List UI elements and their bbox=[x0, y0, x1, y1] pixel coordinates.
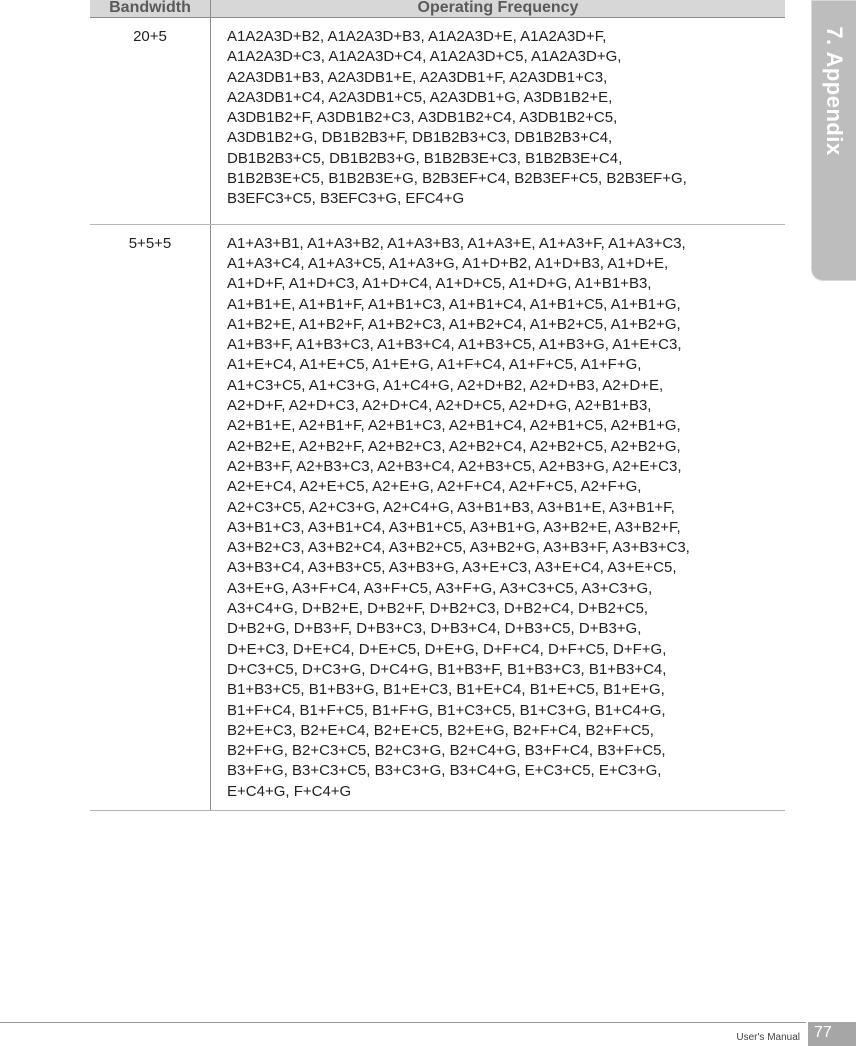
frequency-cell: A1A2A3D+B2, A1A2A3D+B3, A1A2A3D+E, A1A2A3D+F, A1A2A3D+C3, A1A2A3D+C4, A1A2A3D+C5, A1A2A3D+G, A2A3DB1+B3, A2A3DB1+E, A2A3DB1+F, A2A3DB1+C3, A2A3DB1+C4, A2A3DB1+C5, A2A3DB1+G, A3DB1B2+E, A3DB1B2+F, A3DB1B2+C3, A3DB1B2+C4, A3DB1B2+C5, A3DB1B2+G, DB1B2B3+F, DB1B2B3+C3, DB1B2B3+C4, DB1B2B3+C5, DB1B2B3+G, B1B2B3E+C3, B1B2B3E+C4, B1B2B3E+C5, B1B2B3E+G, B2B3EF+C4, B2B3EF+C5, B2B3EF+G, B3EFC3+C5, B3EFC3+G, EFC4+G bbox=[227, 28, 687, 208]
page-number-box bbox=[806, 1022, 856, 1046]
operating-frequency-header: Operating Frequency bbox=[417, 0, 579, 16]
table-row bbox=[90, 225, 785, 811]
footer-divider bbox=[0, 1022, 856, 1023]
page-number: 77 bbox=[814, 1024, 832, 1041]
table-header bbox=[90, 0, 785, 18]
table-row bbox=[90, 18, 785, 225]
bandwidth-cell: 20+5 bbox=[90, 18, 211, 224]
frequency-cell: A1+A3+B1, A1+A3+B2, A1+A3+B3, A1+A3+E, A1+A3+F, A1+A3+C3, A1+A3+C4, A1+A3+C5, A1+A3+G, A1+D+B2, A1+D+B3, A1+D+E, A1+D+F, A1+D+C3, A1+D+C4, A1+D+C5, A1+D+G, A1+B1+B3, A1+B1+E, A1+B1+F, A1+B1+C3, A1+B1+C4, A1+B1+C5, A1+B1+G, A1+B2+E, A1+B2+F, A1+B2+C3, A1+B2+C4, A1+B2+C5, A1+B2+G, A1+B3+F, A1+B3+C3, A1+B3+C4, A1+B3+C5, A1+B3+G, A1+E+C3, A1+E+C4, A1+E+C5, A1+E+G, A1+F+C4, A1+F+C5, A1+F+G, A1+C3+C5, A1+C3+G, A1+C4+G, A2+D+B2, A2+D+B3, A2+D+E, A2+D+F, A2+D+C3, A2+D+C4, A2+D+C5, A2+D+G, A2+B1+B3, A2+B1+E, A2+B1+F, A2+B1+C3, A2+B1+C4, A2+B1+C5, A2+B1+G, A2+B2+E, A2+B2+F, A2+B2+C3, A2+B2+C4, A2+B2+C5, A2+B2+G, A2+B3+F, A2+B3+C3, A2+B3+C4, A2+B3+C5, A2+B3+G, A2+E+C3, A2+E+C4, A2+E+C5, A2+E+G, A2+F+C4, A2+F+C5, A2+F+G, A2+C3+C5, A2+C3+G, A2+C4+G, A3+B1+B3, A3+B1+E, A3+B1+F, A3+B1+C3, A3+B1+C4, A3+B1+C5, A3+B1+G, A3+B2+E, A3+B2+F, A3+B2+C3, A3+B2+C4, A3+B2+C5, A3+B2+G, A3+B3+F, A3+B3+C3, A3+B3+C4, A3+B3+C5, A3+B3+G, A3+E+C3, A3+E+C4, A3+E+C5, A3+E+G, A3+F+C4, A3+F+C5, A3+F+G, A3+C3+C5, A3+C3+G, A3+C4+G, D+B2+E, D+B2+F, D+B2+C3, D+B2+C4, D+B2+C5, D+B2+G, D+B3+F, D+B3+C3, D+B3+C4, D+B3+C5, D+B3+G, D+E+C3, D+E+C4, D+E+C5, D+E+G, D+F+C4, D+F+C5, D+F+G, D+C3+C5, D+C3+G, D+C4+G, B1+B3+F, B1+B3+C3, B1+B3+C4, B1+B3+C5, B1+B3+G, B1+E+C3, B1+E+C4, B1+E+C5, B1+E+G, B1+F+C4, B1+F+C5, B1+F+G, B1+C3+C5, B1+C3+G, B1+C4+G, B2+E+C3, B2+E+C4, B2+E+C5, B2+E+G, B2+F+C4, B2+F+C5, B2+F+G, B2+C3+C5, B2+C3+G, B2+C4+G, B3+F+C4, B3+F+C5, B3+F+G, B3+C3+C5, B3+C3+G, B3+C4+G, E+C3+C5, E+C3+G, E+C4+G, F+C4+G bbox=[227, 234, 690, 800]
chapter-tab-label: 7. Appendix bbox=[822, 26, 847, 156]
bandwidth-header: Bandwidth bbox=[90, 0, 211, 17]
bandwidth-cell: 5+5+5 bbox=[90, 225, 211, 810]
chapter-tab bbox=[811, 0, 856, 281]
frequency-table bbox=[90, 0, 785, 811]
footer-manual-label: User's Manual bbox=[736, 1032, 800, 1043]
